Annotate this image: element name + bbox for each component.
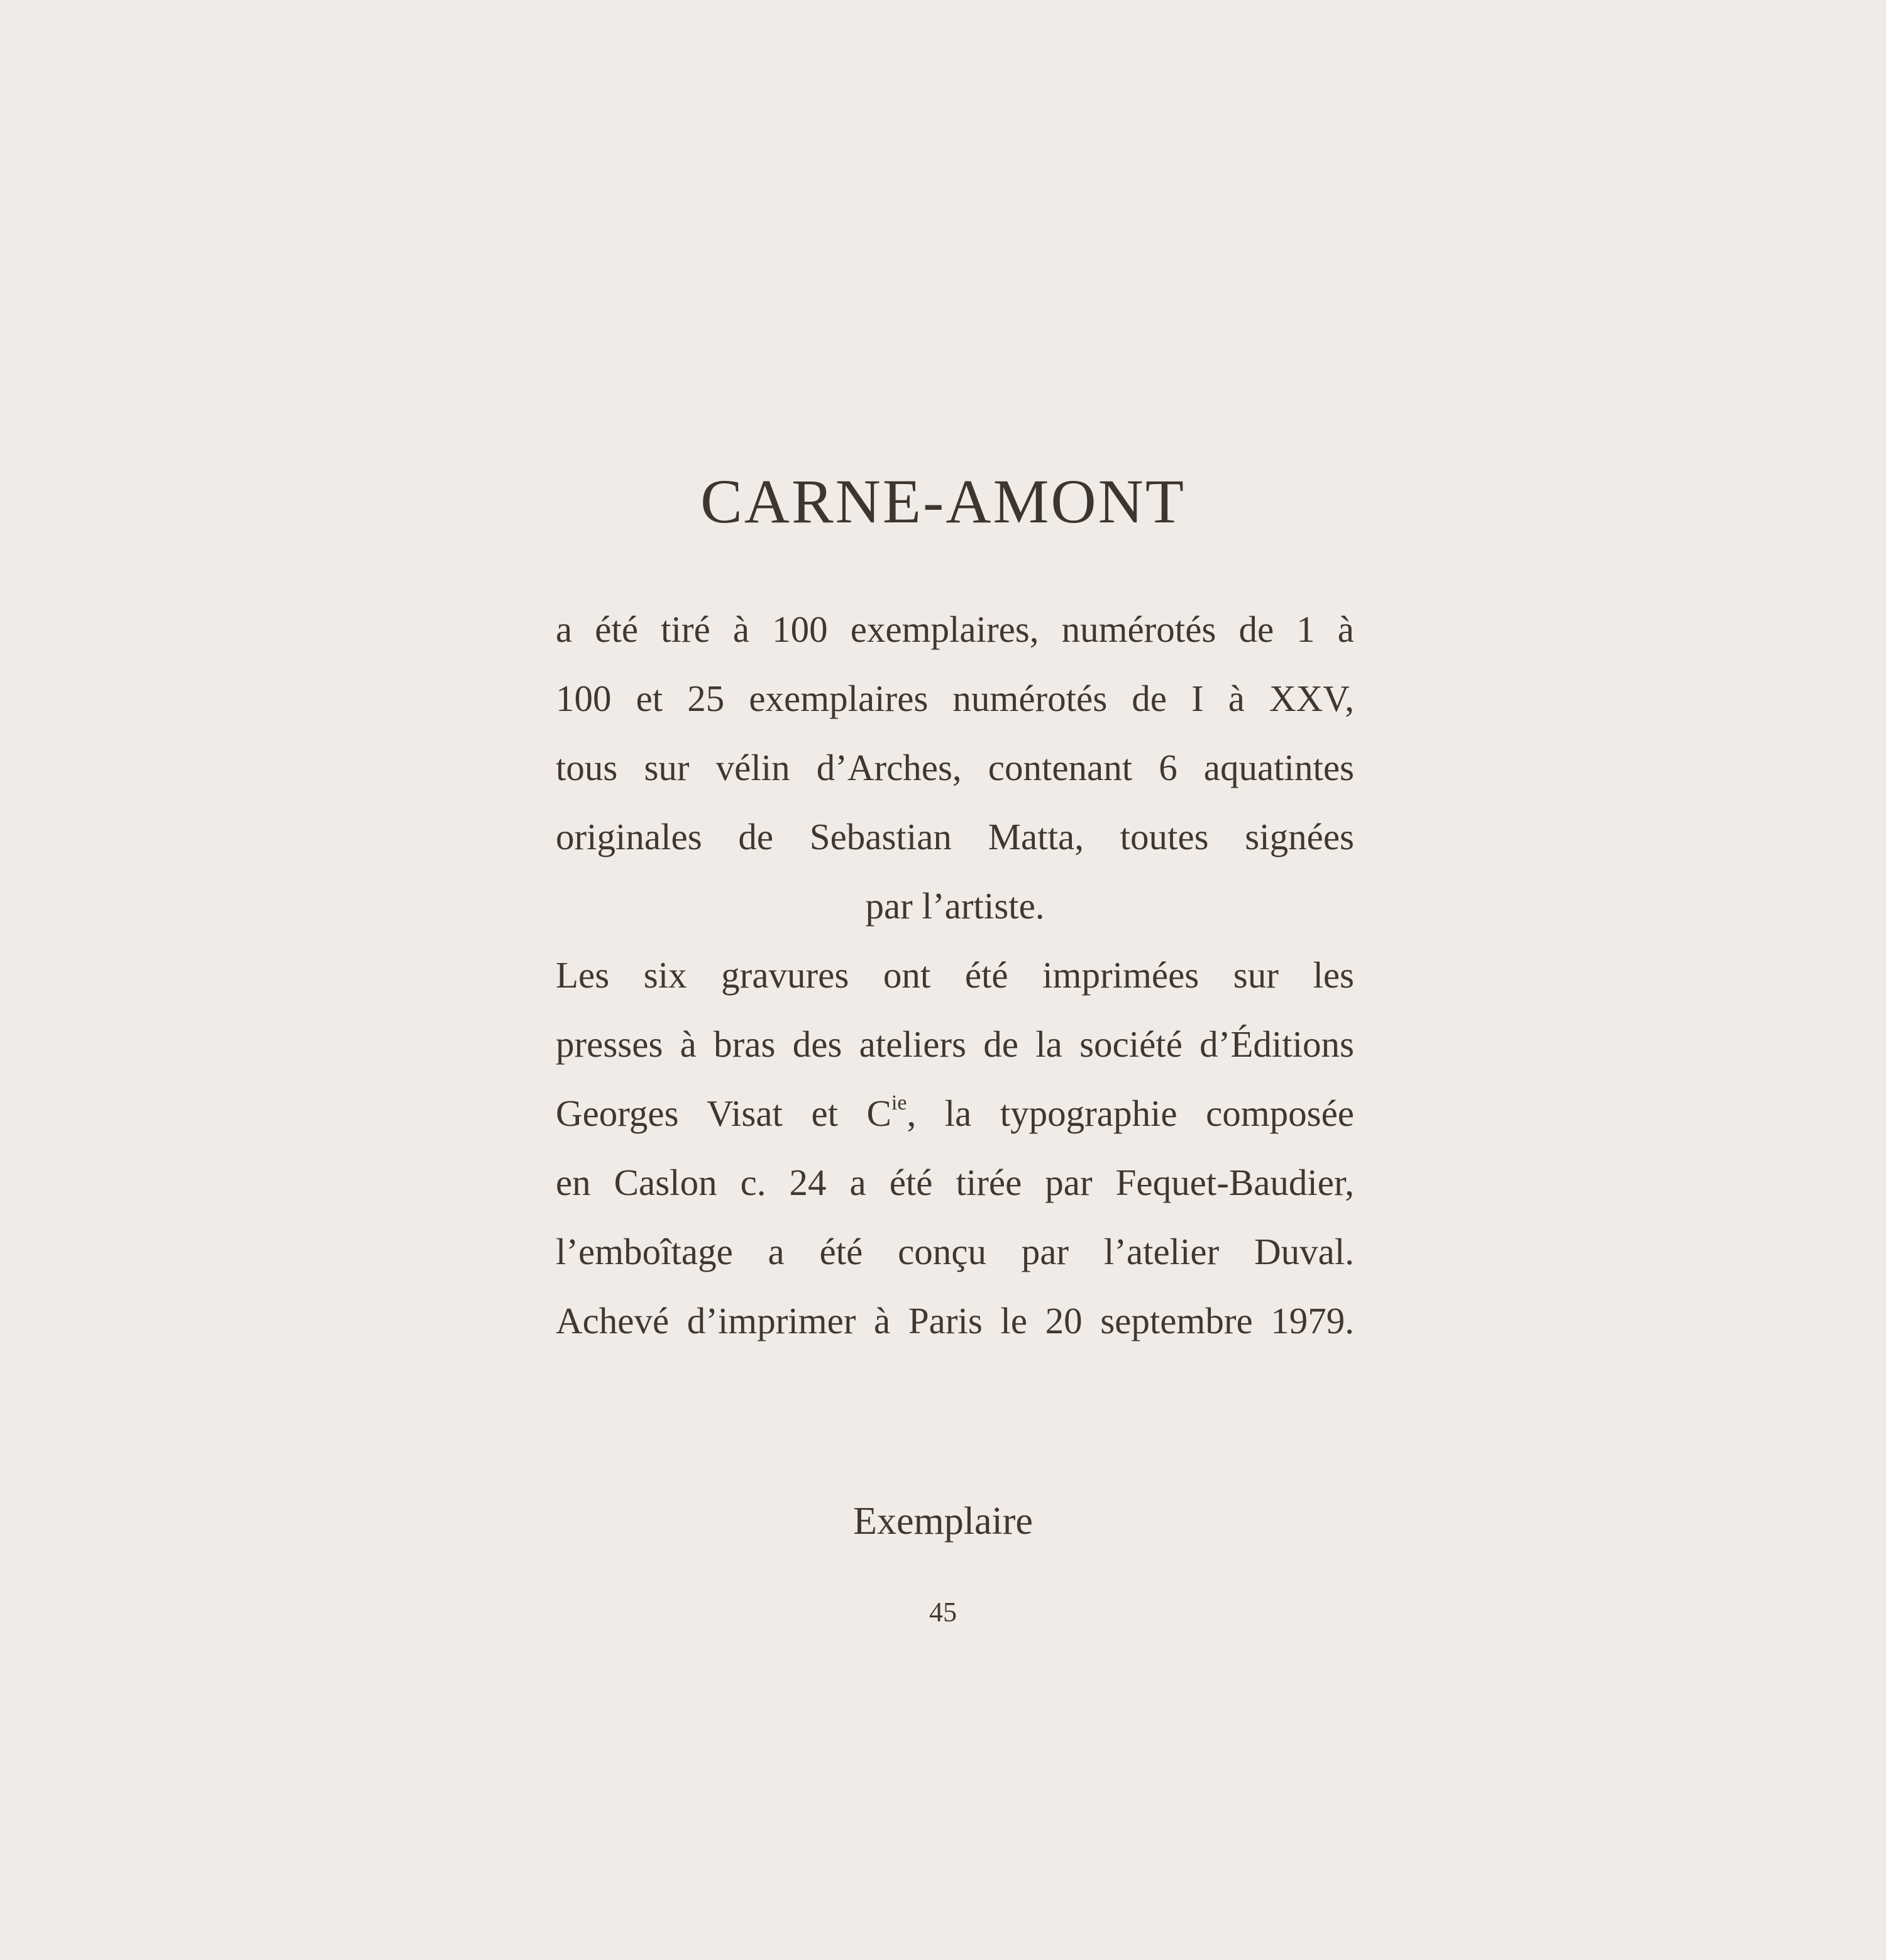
colophon-text-fragment: Georges Visat et C [556, 1093, 891, 1134]
colophon-line-georges [556, 1079, 1354, 1148]
copy-label: Exemplaire [853, 1500, 1033, 1543]
colophon-line: en Caslon c. 24 a été tirée par Fequet-Baudier, [556, 1162, 1354, 1203]
colophon-line: Achevé d’imprimer à Paris le 20 septembre 1979. [556, 1300, 1354, 1341]
colophon-line: tous sur vélin d’Arches, contenant 6 aquatintes [556, 747, 1354, 788]
colophon-line: par l’artiste. [865, 885, 1045, 927]
colophon-line: originales de Sebastian Matta, toutes signées [556, 816, 1354, 857]
colophon-line: presses à bras des ateliers de la société d’Éditions [556, 1023, 1354, 1065]
colophon-text [556, 595, 1354, 1355]
superscript-abbreviation: ie [891, 1091, 907, 1115]
colophon-line: 100 et 25 exemplaires numérotés de I à XXV, [556, 678, 1354, 719]
colophon-line: l’emboîtage a été conçu par l’atelier Duval. [556, 1231, 1354, 1272]
book-title: CARNE-AMONT [700, 466, 1186, 536]
colophon-line: a été tiré à 100 exemplaires, numérotés de 1 à [556, 608, 1354, 650]
copy-number: 45 [929, 1597, 957, 1627]
colophon-line: Les six gravures ont été imprimées sur les [556, 954, 1354, 996]
colophon-text-fragment: , la typographie composée [907, 1093, 1354, 1134]
